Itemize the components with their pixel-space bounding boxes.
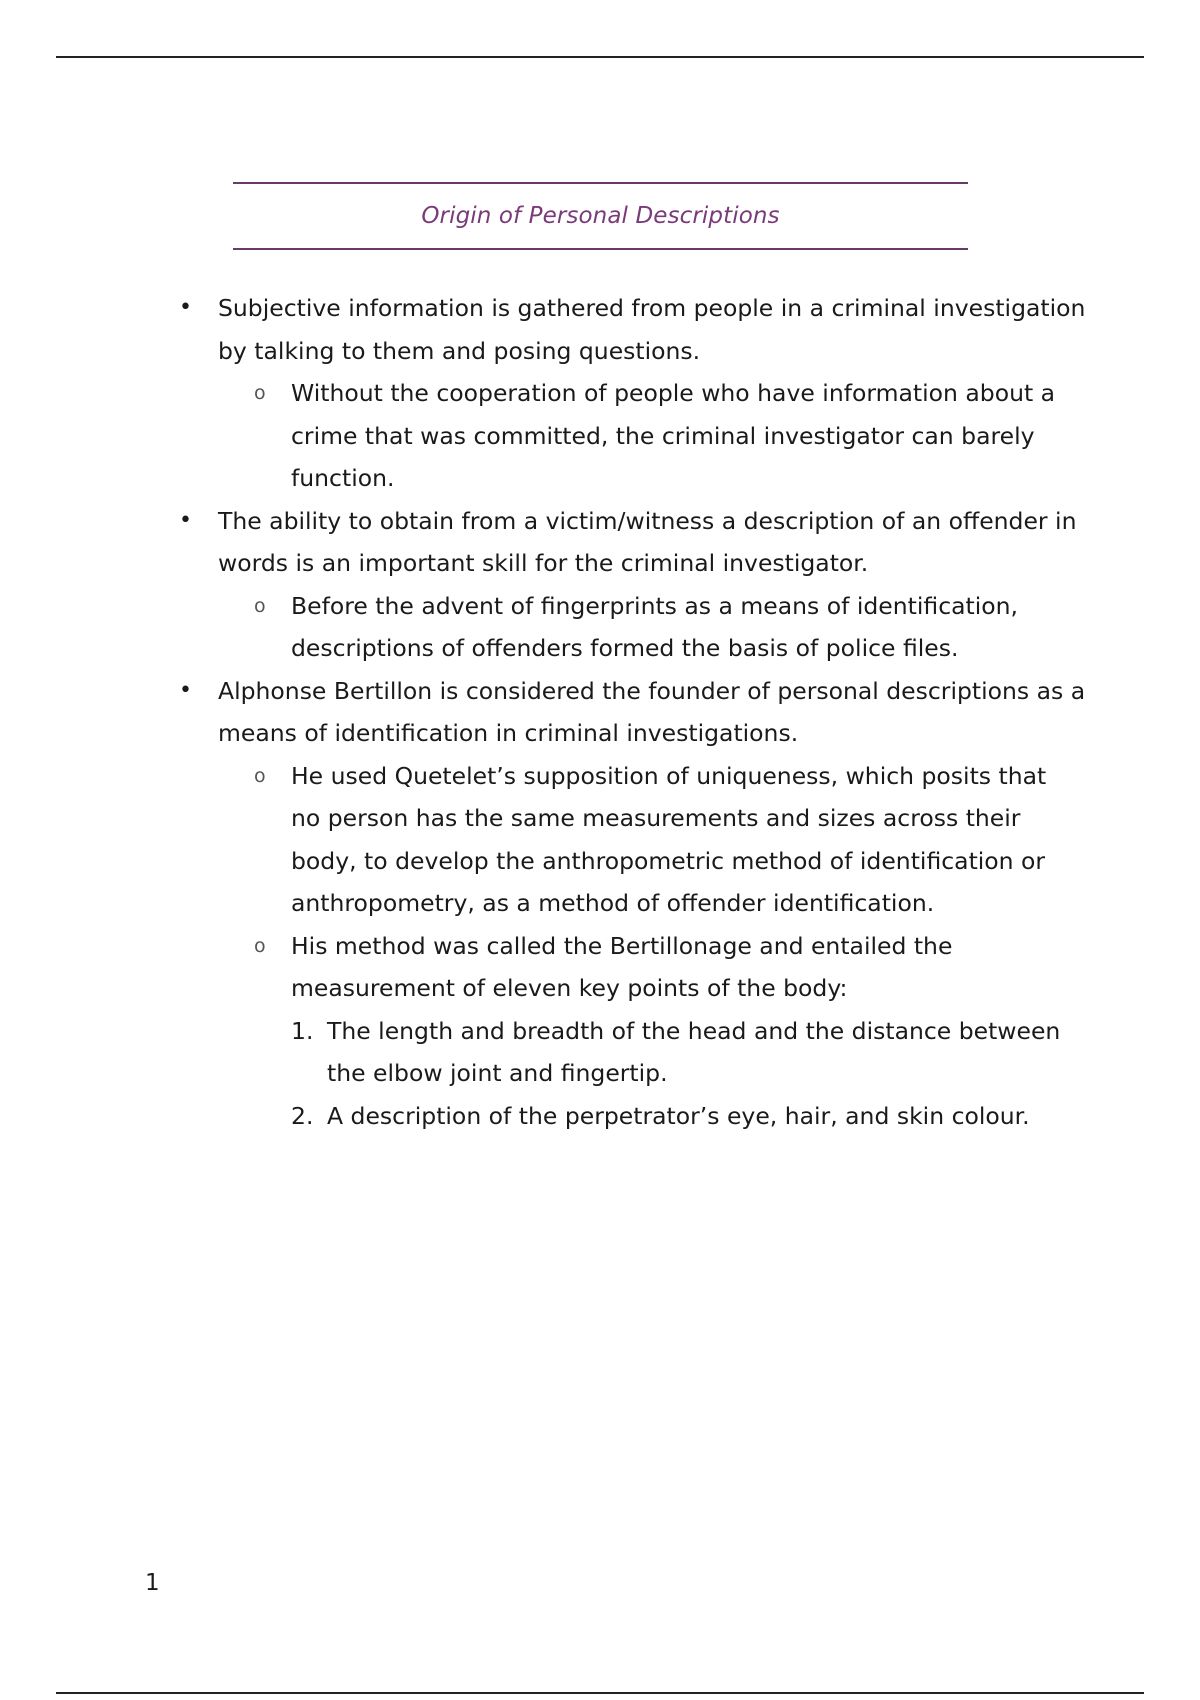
list-number: 1. [291,1016,314,1045]
bullet-item [0,670,1098,755]
page-title: Origin of Personal Descriptions [421,203,780,229]
sub-bullet-item [0,585,1081,670]
hollow-circle-icon: o [254,382,266,404]
sub-bullet-text: Before the advent of fingerprints as a means of identification, descriptions of offenders formed the basis of police files. [291,591,1018,662]
sub-bullet-text: Without the cooperation of people who have information about a crime that was committed, the criminal investigator can barely function. [291,379,1056,492]
sub-bullet-item [0,755,1081,925]
bullet-item [0,287,1098,372]
sub-bullet-item [0,372,1081,500]
document-body [0,287,1200,1137]
bullet-icon: • [179,295,192,320]
bullet-text: The ability to obtain from a victim/witness a description of an offender in words is an important skill for the criminal investigator. [218,506,1077,577]
bullet-item [0,500,1098,585]
bullet-text: Subjective information is gathered from people in a criminal investigation by talking to them and posing questions. [218,294,1086,365]
bullet-icon: • [179,677,192,703]
numbered-text: A description of the perpetrator’s eye, hair, and skin colour. [327,1101,1030,1130]
page-footer-rule [56,1692,1144,1694]
bullet-icon: • [179,507,192,533]
page-number: 1 [145,1570,160,1596]
hollow-circle-icon: o [254,934,266,957]
numbered-item [0,1095,1077,1138]
bullet-text: Alphonse Bertillon is considered the founder of personal descriptions as a means of identification in criminal investigations. [218,676,1086,747]
sub-bullet-item [0,925,1081,1010]
numbered-text: The length and breadth of the head and the distance between the elbow joint and fingertip. [327,1016,1061,1087]
list-number: 2. [291,1101,314,1130]
numbered-item [0,1010,1077,1095]
page-header-rule [56,56,1144,58]
hollow-circle-icon: o [254,764,266,787]
title-block [233,182,968,250]
sub-bullet-text: He used Quetelet’s supposition of uniqueness, which posits that no person has the same measurements and sizes across their body, to develop the anthropometric method of identification or anthropometry, as a method of offender identification. [291,761,1047,917]
hollow-circle-icon: o [254,594,266,617]
sub-bullet-text: His method was called the Bertillonage and entailed the measurement of eleven key points of the body: [291,931,953,1002]
